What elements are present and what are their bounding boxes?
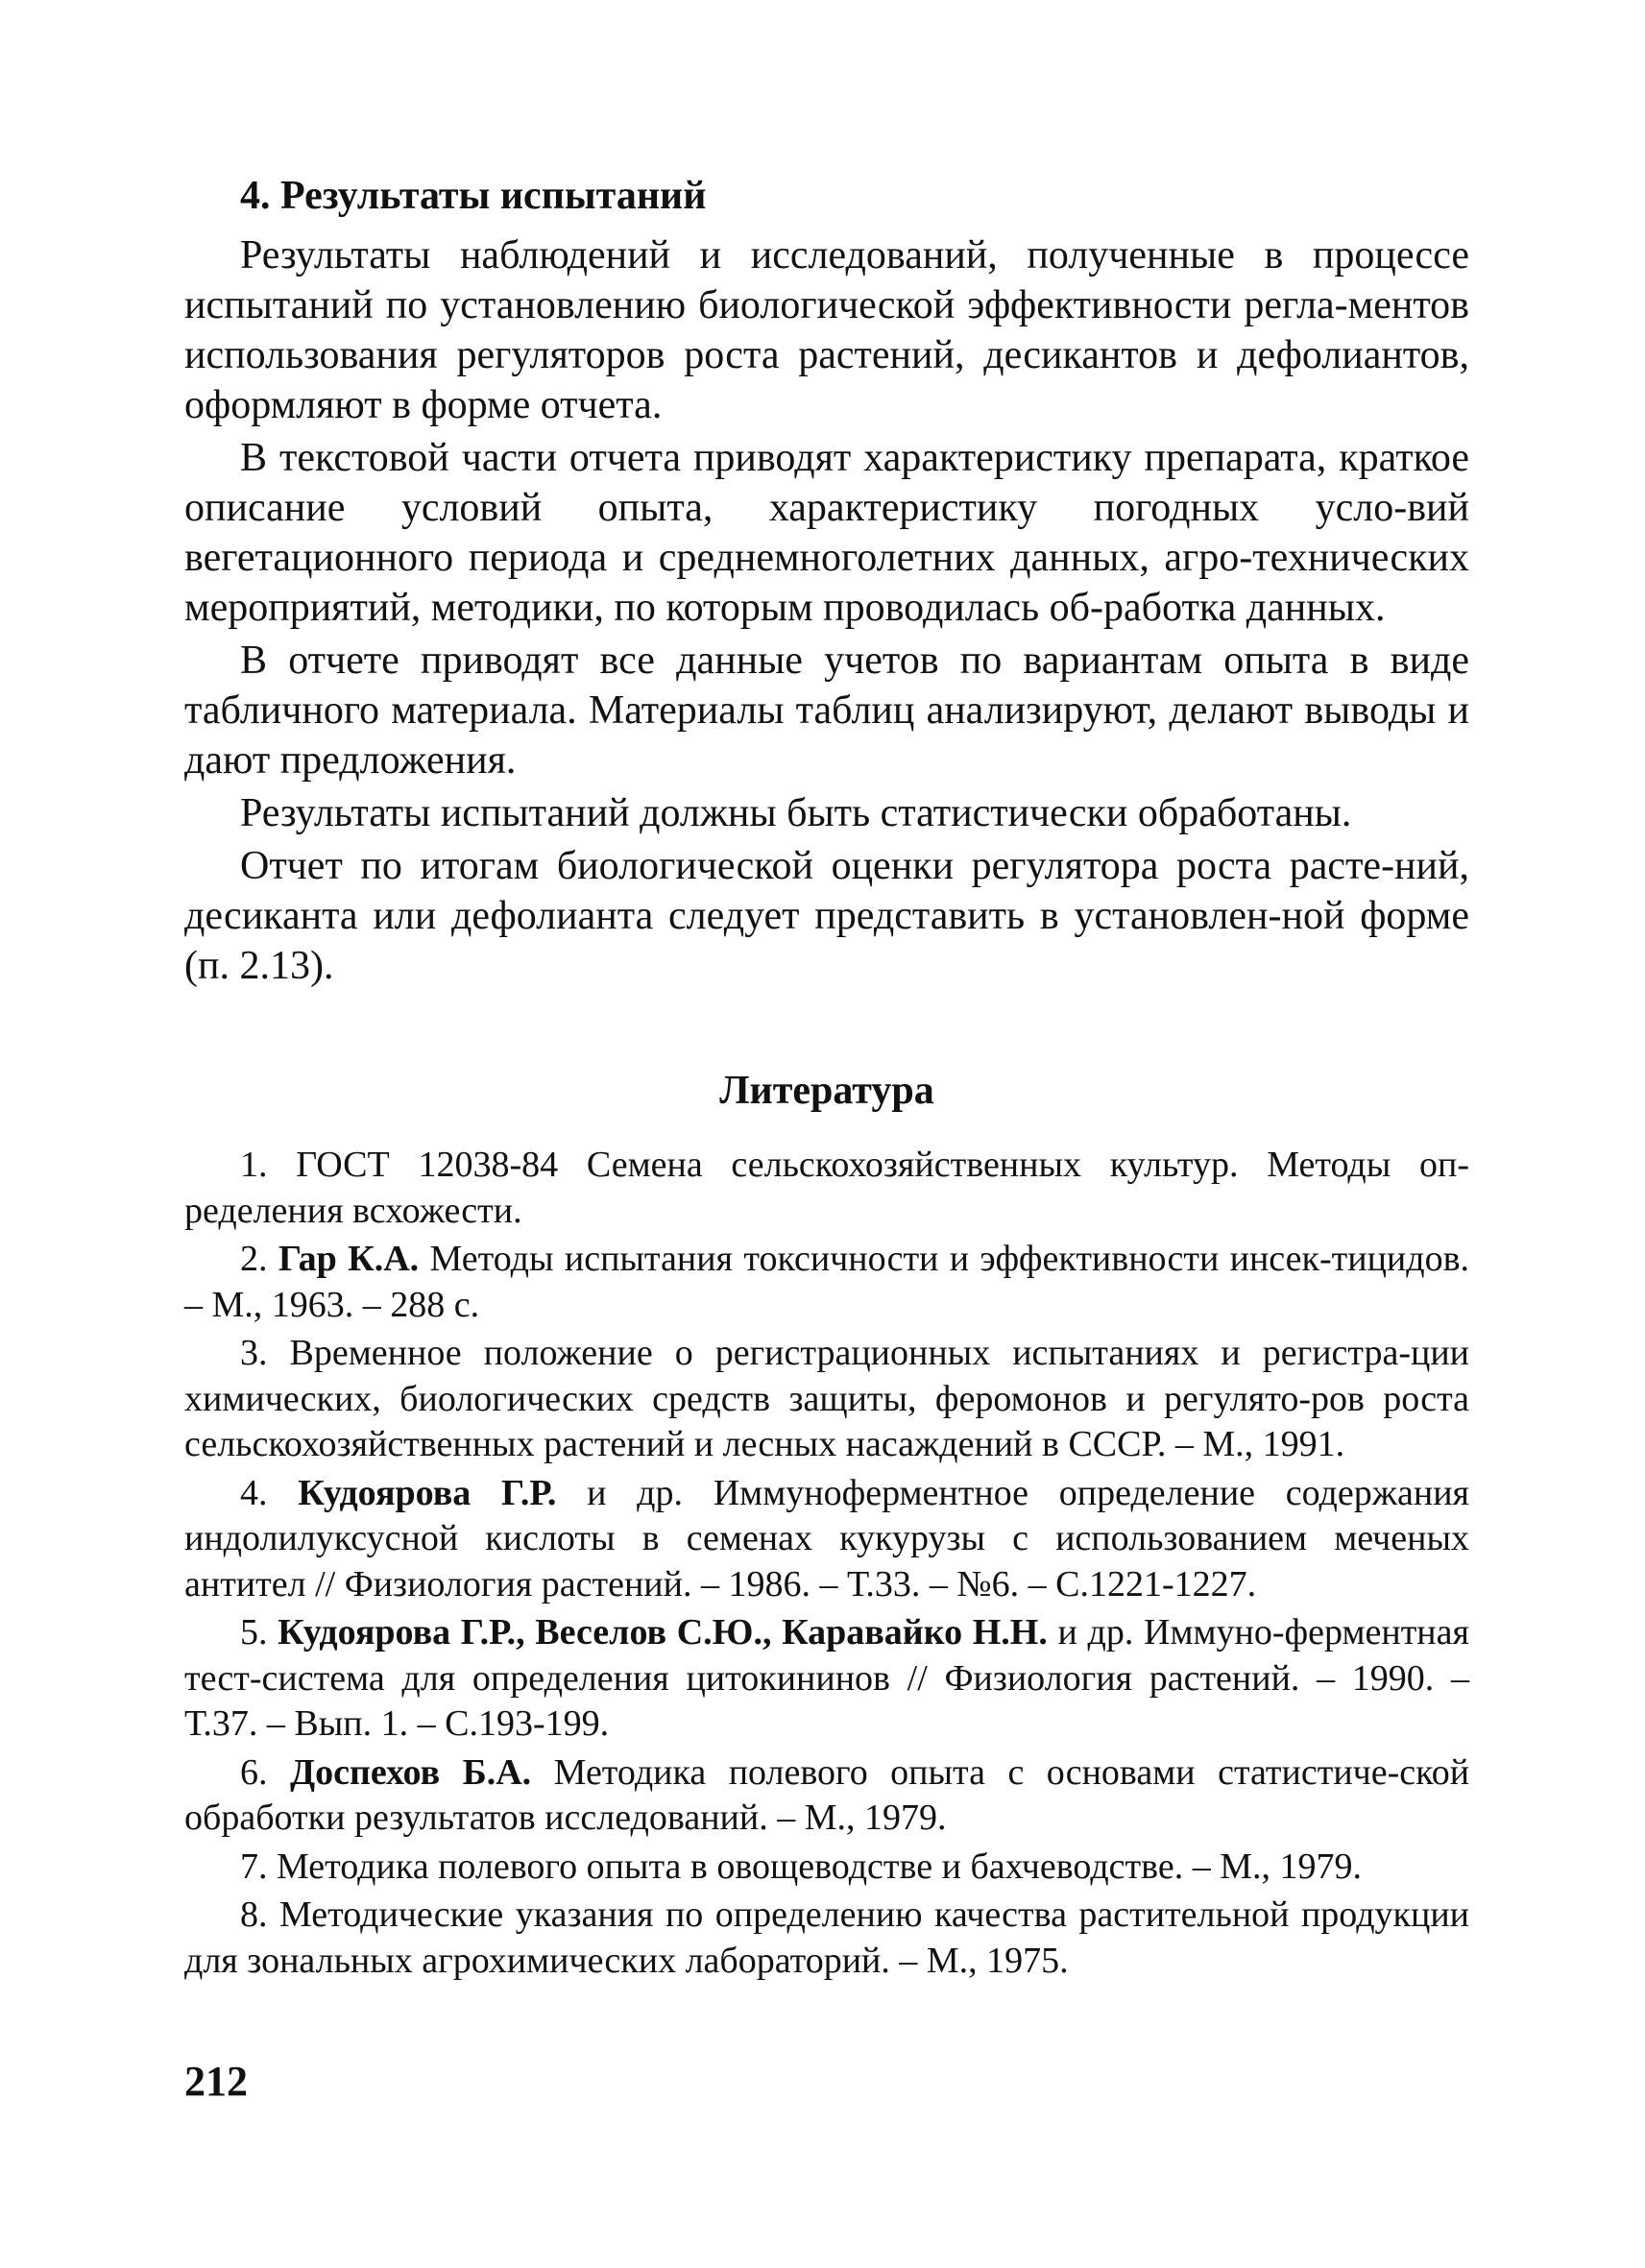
- reference-item: [184, 1750, 1469, 1842]
- reference-text: Методические указания по определению качества растительной продукции для зональных агрохимических лабораторий. – М., 1975.: [184, 1894, 1470, 1981]
- reference-list: [184, 1143, 1469, 1984]
- reference-author: Гар К.А.: [278, 1239, 420, 1279]
- reference-item: [184, 1845, 1469, 1891]
- reference-item: [184, 1610, 1469, 1748]
- reference-text: и др. Иммуноферментное определение содержания индолилуксусной кислоты в семенах кукурузы с использованием меченых антител // Физиология растений. – 1986. – Т.33. – №6. – С.1221-1227.: [184, 1472, 1470, 1604]
- page-content: [184, 144, 1469, 1987]
- reference-text: Методика полевого опыта с основами статистиче-ской обработки результатов исследований. – М., 1979.: [184, 1751, 1470, 1838]
- paragraph: В текстовой части отчета приводят характеристику препарата, краткое описание условий опыта, характеристику погодных усло-вий вегетационного периода и среднемноголетних данных, агро-технических мероприятий, методики, по которым проводилась об-работка данных.: [184, 436, 1469, 630]
- reference-item: [184, 1893, 1469, 1984]
- reference-number: 5.: [240, 1612, 268, 1653]
- literature-heading: Литература: [719, 1069, 934, 1113]
- reference-author: Доспехов Б.А.: [289, 1751, 532, 1793]
- section-heading: 4. Результаты испытаний: [240, 174, 707, 218]
- page-number: 212: [184, 2058, 248, 2105]
- reference-number: 2.: [240, 1239, 268, 1279]
- reference-text: Методика полевого опыта в овощеводстве и бахчеводстве. – М., 1979.: [277, 1846, 1362, 1887]
- paragraph: Результаты наблюдений и исследований, полученные в процессе испытаний по установлению биологической эффективности регла-ментов использования регуляторов роста растений, десикантов и дефолиантов, оформляют в форме отчета.: [184, 233, 1469, 427]
- reference-number: 1.: [240, 1145, 268, 1185]
- paragraph: В отчете приводят все данные учетов по вариантам опыта в виде табличного материала. Материалы таблиц анализируют, делают выводы и дают предложения.: [184, 639, 1469, 783]
- reference-number: 3.: [240, 1333, 268, 1373]
- reference-text: Методы испытания токсичности и эффективности инсек-тицидов. – М., 1963. – 288 с.: [184, 1239, 1470, 1325]
- reference-text: Временное положение о регистрационных испытаниях и регистра-ции химических, биологических средств защиты, феромонов и регулято-ров роста сельскохозяйственных растений и лесных насаждений в СССР. – М., 1991.: [184, 1333, 1469, 1464]
- paragraph: Отчет по итогам биологической оценки регулятора роста расте-ний, десиканта или дефолианта следует представить в установлен-ной форме (п. 2.13).: [184, 844, 1469, 988]
- reference-item: [184, 1237, 1469, 1328]
- reference-number: 6.: [240, 1751, 268, 1793]
- reference-text: ГОСТ 12038-84 Семена сельскохозяйственных культур. Методы оп-ределения всхожести.: [184, 1145, 1469, 1231]
- reference-number: 7.: [240, 1846, 268, 1887]
- reference-author: Кудоярова Г.Р.: [298, 1472, 557, 1513]
- reference-author: Кудоярова Г.Р., Веселов С.Ю., Каравайко Н.Н.: [278, 1612, 1048, 1653]
- reference-item: [184, 1143, 1469, 1234]
- reference-item: [184, 1331, 1469, 1468]
- reference-number: 4.: [240, 1472, 268, 1513]
- reference-number: 8.: [240, 1894, 268, 1935]
- reference-text: и др. Иммуно-ферментная тест-система для определения цитокининов // Физиология растений. – 1990. – Т.37. – Вып. 1. – С.193-199.: [184, 1612, 1469, 1744]
- paragraph: Результаты испытаний должны быть статистически обработаны.: [240, 791, 1352, 835]
- reference-item: [184, 1471, 1469, 1608]
